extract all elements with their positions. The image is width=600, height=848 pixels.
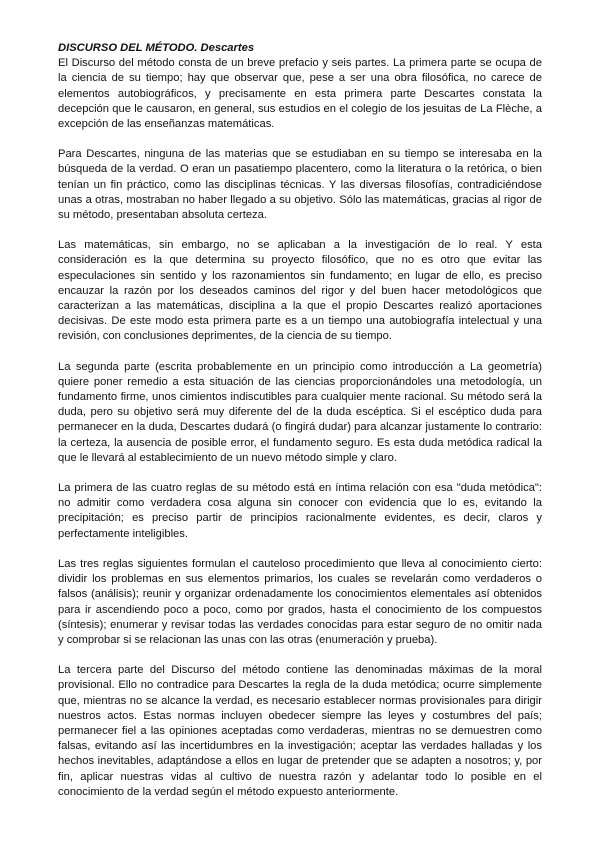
paragraph-1: El Discurso del método consta de un breve prefacio y seis partes. La primera parte se ocupa de la ciencia de su tiempo; hay que observar que, pese a ser una obra filosófica, no carece de elementos autobiográficos, y precisamente en esta primera parte Descartes constata la decepción que le causaron, en general, sus estudios en el colegio de los jesuitas de La Flèche, a excepción de las enseñanzas matemáticas. bbox=[58, 57, 542, 131]
paragraph-4: La segunda parte (escrita probablemente en un principio como introducción a La geometría) quiere poner remedio a esta situación de las ciencias proporcionándoles una metodología, un fundamento firme, unos cimientos indiscutibles para cualquier mente racional. Su método será la duda, pero su objetivo será muy diferente del de la duda escéptica. Si el escéptico duda para permanecer en la duda, Descartes dudará (o fingirá dudar) para alcanzar justamente lo contrario: la certeza, la ausencia de posible error, el fundamento seguro. Es esta duda metódica radical la que le llevará al establecimiento de un nuevo método simple y claro. bbox=[58, 360, 542, 464]
paragraph-6: Las tres reglas siguientes formulan el cauteloso procedimiento que lleva al conocimiento cierto: dividir los problemas en sus elementos primarios, los cuales se revelarán como verdaderos o falsos (análisis); reunir y organizar ordenadamente los conocimientos elementales así obtenidos para ir ascendiendo poco a poco, como por grados, hasta el conocimiento de los compuestos (síntesis); enumerar y revisar todas las verdades conocidas para estar seguro de no omitir nada y comprobar si se relacionan las unas con las otras (enumeración y prueba). bbox=[58, 557, 542, 646]
document-page bbox=[58, 41, 542, 815]
paragraph-3: Las matemáticas, sin embargo, no se aplicaban a la investigación de lo real. Y esta consideración es la que determina su proyecto filosófico, que no es otro que evitar las especulaciones sin sentido y los razonamientos sin fundamento; en lugar de ello, es preciso encauzar la razón por los deseados caminos del rigor y del buen hacer metodológicos que caracterizan a las matemáticas, disciplina a la que el propio Descartes realizó aportaciones decisivas. De este modo esta primera parte es a un tiempo una autobiografía intelectual y una revisión, con conclusiones deprimentes, de la ciencia de su tiempo. bbox=[58, 239, 542, 343]
paragraph-7: La tercera parte del Discurso del método contiene las denominadas máximas de la moral provisional. Ello no contradice para Descartes la regla de la duda metódica; ocurre simplemente que, mientras no se alcance la verdad, es necesario establecer normas provisionales para dirigir nuestros actos. Estas normas incluyen obedecer siempre las leyes y costumbres del país; permanecer fiel a las opiniones aceptadas como verdaderas, mientras no se demuestren como falsas, evitando así las incertidumbres en la investigación; aceptar las verdades halladas y los hechos inevitables, adaptándose a ellos en lugar de pretender que se adapten a nosotros; y, por fin, aplicar nuestras vidas al cultivo de nuestra razón y adelantar todo lo posible en el conocimiento de la verdad según el método expuesto anteriormente. bbox=[58, 664, 542, 798]
paragraph-5: La primera de las cuatro reglas de su método está en íntima relación con esa "duda metódica": no admitir como verdadera cosa alguna sin conocer con evidencia que lo es, evitando la precipitación; es preciso partir de principios racionalmente evidentes, es decir, claros y perfectamente inteligibles. bbox=[58, 482, 542, 540]
paragraph-2: Para Descartes, ninguna de las materias que se estudiaban en su tiempo se interesaba en la búsqueda de la verdad. O eran un pasatiempo placentero, como la literatura o la retórica, o bien tenían un fin práctico, como las disciplinas técnicas. Y las diversas filosofías, contradiciéndose unas a otras, mostraban no haber llegado a su objetivo. Sólo las matemáticas, gracias al rigor de su método, presentaban absoluta certeza. bbox=[58, 148, 542, 222]
document-title: DISCURSO DEL MÉTODO. Descartes bbox=[58, 42, 255, 54]
